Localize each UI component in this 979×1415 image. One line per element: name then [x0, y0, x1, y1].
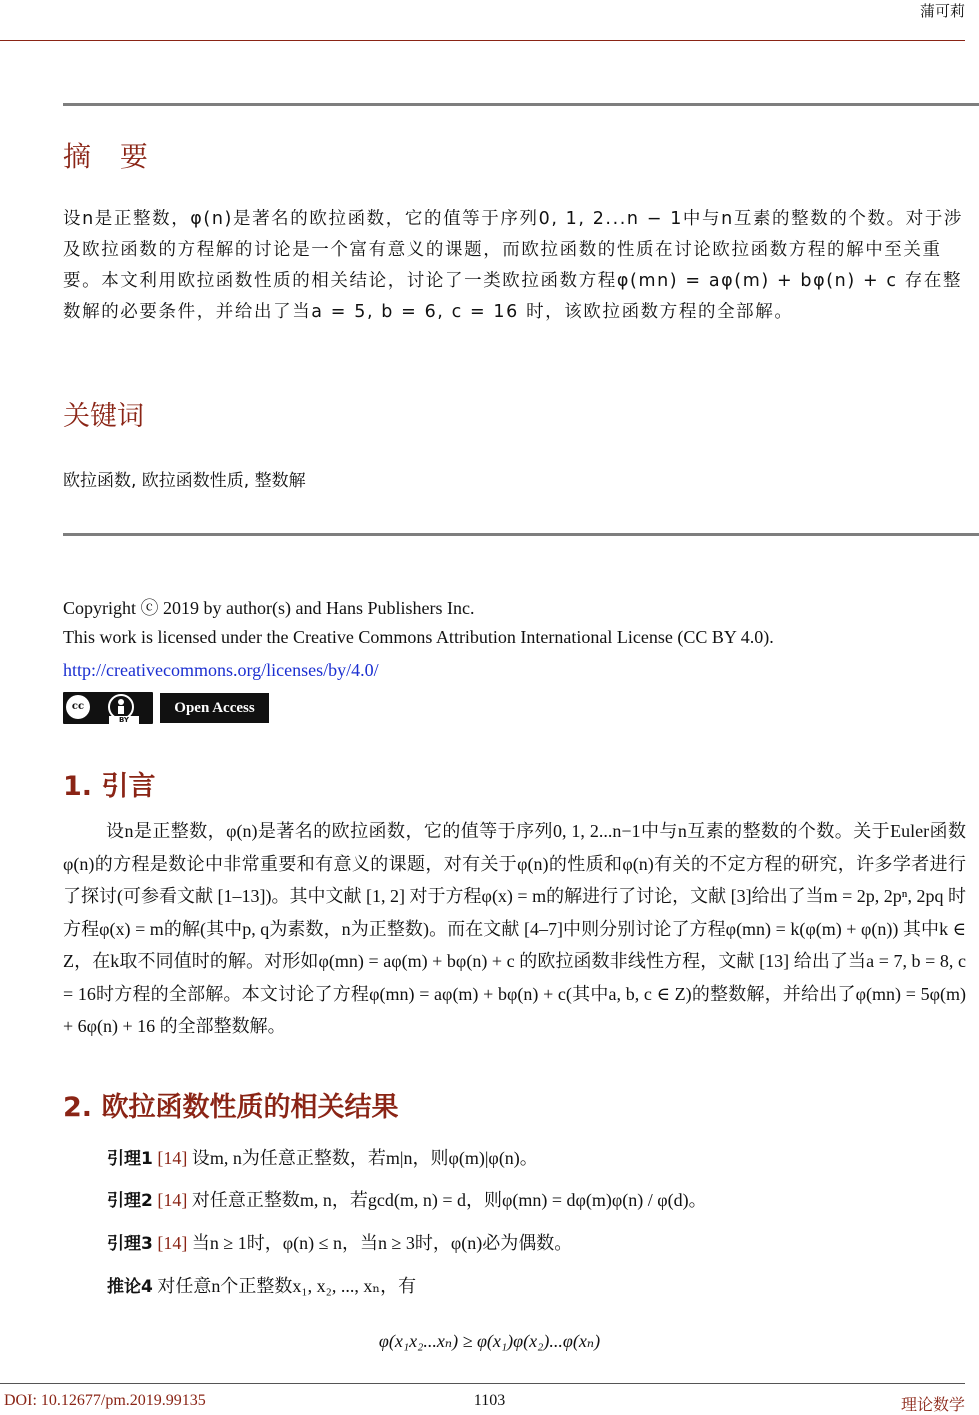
lemma-3-text: 当n ≥ 1时，φ(n) ≤ n，当n ≥ 3时，φ(n)必为偶数。	[191, 1233, 573, 1253]
section-1-text: 设n是正整数，φ(n)是著名的欧拉函数，它的值等于序列0, 1, 2...n−1中与n互素的整数的个数。关于Euler函数φ(n)的方程是数论中非常重要和有意义的课题，对有关于φ(n)的性质和φ(n)有关的不定方程的研究，许多学者进行了探讨(可参看文献 [1–13])。其中文献 [1, 2] 对于方程φ(x) = m的解进行了讨论，文献 [3]给出了当m = 2p, 2pⁿ, 2pq 时方程φ(x) = m的解(其中p, q为素数，n为正整数)。而在文献 [4–7]中则分别讨论了方程φ(mn) = k(φ(m) + φ(n)) 其中k ∈ Z，在k取不同值时的解。对形如φ(mn) = aφ(m) + bφ(n) + c 的欧拉函数非线性方程，文献 [13] 给出了当a = 7, b = 8, c = 16时方程的全部解。本文讨论了方程φ(mn) = aφ(m) + bφ(n) + c(其中a, b, c ∈ Z)的整数解，并给出了φ(mn) = 5φ(m) + 6φ(n) + 16 的全部整数解。	[63, 821, 966, 1036]
corollary-4-label: 推论4	[107, 1277, 153, 1297]
running-header-author: 蒲可莉	[919, 4, 965, 20]
corollary-4	[107, 1272, 416, 1298]
footer-divider	[0, 1383, 965, 1384]
license-statement: This work is licensed under the Creative Commons Attribution International License (CC BY 4.0).	[63, 627, 774, 647]
abstract-title: 摘 要	[63, 140, 158, 173]
section-2-title: 2. 欧拉函数性质的相关结果	[63, 1092, 399, 1123]
cc-by-badge[interactable]	[63, 692, 153, 724]
copyright-line: Copyright ⓒ 2019 by author(s) and Hans Publishers Inc.	[63, 598, 475, 618]
license-link[interactable]: http://creativecommons.org/licenses/by/4.0/	[63, 660, 379, 680]
corollary-formula: φ(x₁x₂...xₙ) ≥ φ(x₁)φ(x₂)...φ(xₙ)	[378, 1331, 601, 1351]
header-divider	[0, 40, 965, 41]
lemma-2-text: 对任意正整数m, n，若gcd(m, n) = d，则φ(mn) = dφ(m)φ(n) / φ(d)。	[191, 1190, 707, 1210]
section-1-title: 1. 引言	[63, 771, 156, 802]
open-access-badge[interactable]: Open Access	[160, 693, 269, 723]
lemma-1-text: 设m, n为任意正整数，若m|n，则φ(m)|φ(n)。	[191, 1148, 538, 1168]
lemma-2	[107, 1186, 707, 1212]
lemma-2-label: 引理2	[107, 1191, 153, 1211]
abstract-top-rule	[63, 103, 979, 106]
abstract-bottom-rule	[63, 533, 979, 536]
lemma-1-citation[interactable]: [14]	[157, 1148, 188, 1168]
lemma-3-label: 引理3	[107, 1234, 153, 1254]
lemma-1	[107, 1144, 538, 1170]
footer-journal: 理论数学	[900, 1397, 965, 1414]
lemma-3-citation[interactable]: [14]	[157, 1233, 188, 1253]
footer-page-number: 1103	[473, 1392, 506, 1409]
keywords-title: 关键词	[63, 401, 144, 432]
lemma-2-citation[interactable]: [14]	[157, 1190, 188, 1210]
keywords-text: 欧拉函数, 欧拉函数性质, 整数解	[63, 471, 306, 491]
lemma-1-label: 引理1	[107, 1149, 153, 1169]
by-label: BY	[109, 716, 139, 724]
footer-doi[interactable]: DOI: 10.12677/pm.2019.99135	[4, 1392, 206, 1409]
abstract-text: 设n是正整数，φ(n)是著名的欧拉函数，它的值等于序列0, 1, 2...n − 1中与n互素的整数的个数。对于涉及欧拉函数的方程解的讨论是一个富有意义的课题，而欧拉函数的性质在讨论欧拉函数方程的解中至关重要。本文利用欧拉函数性质的相关结论，讨论了一类欧拉函数方程φ(mn) = aφ(m) + bφ(n) + c 存在整数解的必要条件，并给出了当a = 5, b = 6, c = 16 时，该欧拉函数方程的全部解。	[63, 209, 964, 322]
corollary-4-text: 对任意n个正整数x₁, x₂, ..., xₙ，有	[157, 1276, 417, 1296]
lemma-3	[107, 1229, 572, 1255]
cc-icon: cc	[66, 695, 90, 719]
